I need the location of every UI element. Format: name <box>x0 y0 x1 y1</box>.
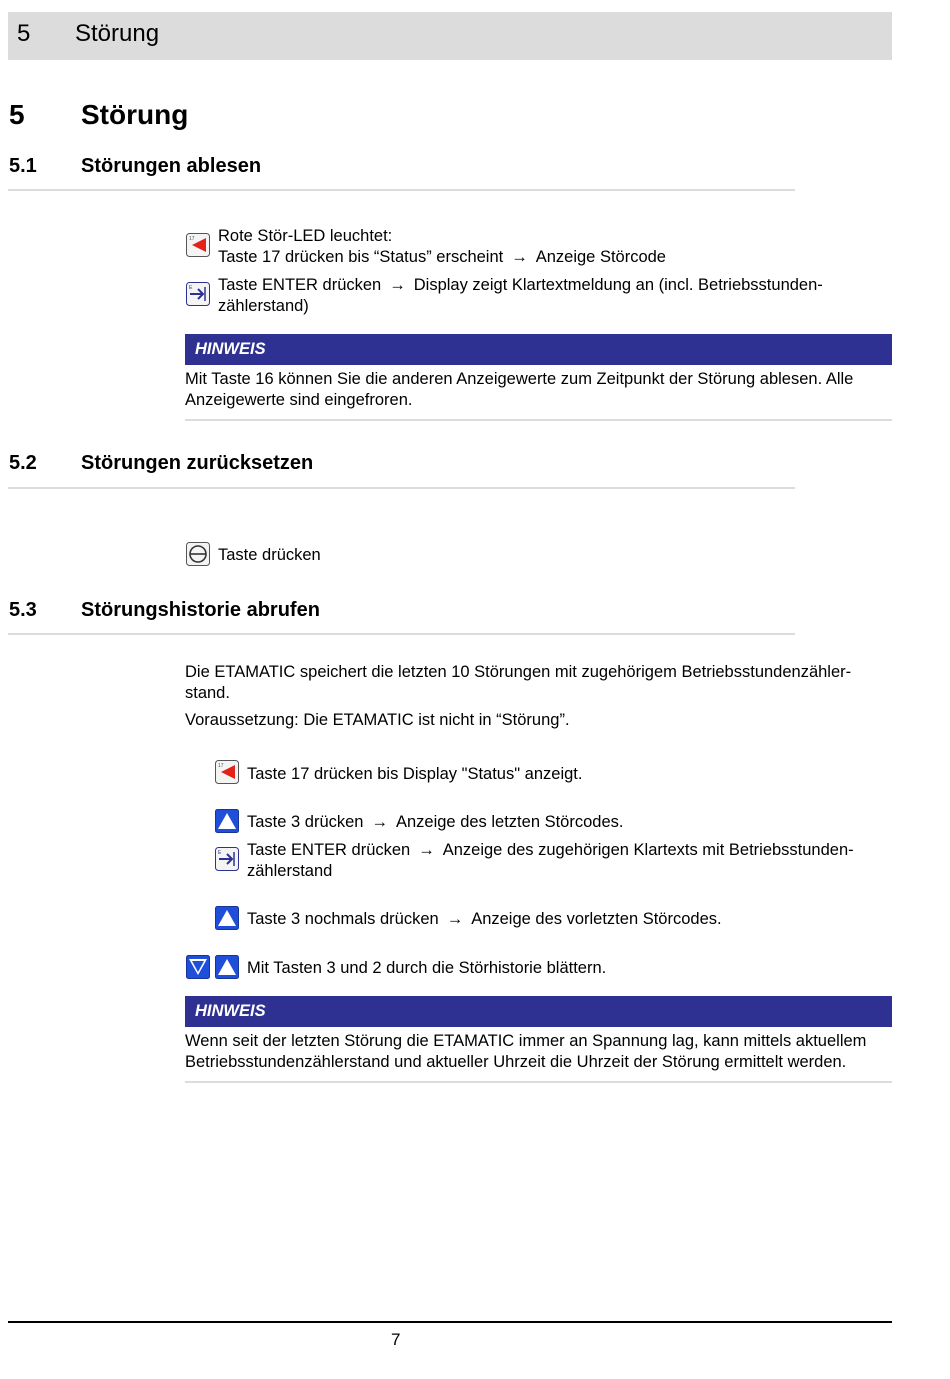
svg-text:E: E <box>218 850 222 856</box>
note-text: Anzeigewerte sind eingefroren. <box>185 391 413 409</box>
note-header: HINWEIS <box>185 996 892 1027</box>
step-text: Taste 3 nochmals drücken → Anzeige des vorletzten Störcodes. <box>247 910 722 928</box>
step-text: Rote Stör-LED leuchtet: <box>218 227 393 245</box>
step-text: Taste drücken <box>218 546 321 564</box>
section-5-2-number: 5.2 <box>9 452 37 474</box>
page-number: 7 <box>391 1330 401 1349</box>
note-divider <box>185 419 892 421</box>
svg-text:17: 17 <box>189 236 195 242</box>
chapter-number: 5 <box>9 99 25 130</box>
svg-text:E: E <box>189 285 193 291</box>
step-text: Taste 17 drücken bis “Status” erscheint → Anzeige Störcode <box>218 248 666 266</box>
note-divider <box>185 1081 892 1083</box>
section-5-2-title: Störungen zurücksetzen <box>81 452 314 474</box>
reset-key-icon <box>186 542 210 566</box>
section-divider <box>8 189 795 191</box>
step-text: Taste 3 drücken → Anzeige des letzten Störcodes. <box>247 813 624 831</box>
key-3-up-icon <box>215 906 239 930</box>
key-2-down-icon <box>186 955 210 979</box>
body-text: stand. <box>185 684 230 702</box>
enter-key-icon <box>215 847 239 871</box>
section-5-1-number: 5.1 <box>9 155 37 177</box>
header-chapter-title: Störung <box>75 20 160 47</box>
key-3-up-icon <box>215 809 239 833</box>
note-text: Betriebsstundenzählerstand und aktueller Uhrzeit die Uhrzeit der Störung ermittelt werden. <box>185 1053 847 1071</box>
section-divider <box>8 633 795 635</box>
chapter-title: Störung <box>81 99 189 130</box>
section-5-3-title: Störungshistorie abrufen <box>81 599 320 621</box>
note-header: HINWEIS <box>185 334 892 365</box>
note-text: Wenn seit der letzten Störung die ETAMATIC immer an Spannung lag, kann mittels aktuellem <box>185 1032 867 1050</box>
key-17-fault-icon <box>186 233 210 257</box>
footer-rule <box>8 1321 892 1323</box>
key-17-fault-icon <box>215 760 239 784</box>
step-text: Taste ENTER drücken → Anzeige des zugehörigen Klartexts mit Betriebsstunden- <box>247 841 854 859</box>
enter-key-icon <box>186 282 210 306</box>
step-text: zählerstand <box>247 862 333 880</box>
section-5-1-title: Störungen ablesen <box>81 155 262 177</box>
section-divider <box>8 487 795 489</box>
step-text: zählerstand) <box>218 297 309 315</box>
step-text: Mit Tasten 3 und 2 durch die Störhistorie blättern. <box>247 959 607 977</box>
step-text: Taste 17 drücken bis Display "Status" anzeigt. <box>247 765 583 783</box>
step-text: Taste ENTER drücken → Display zeigt Klartextmeldung an (incl. Betriebsstunden- <box>218 276 823 294</box>
svg-text:17: 17 <box>218 763 224 769</box>
body-text: Voraussetzung: Die ETAMATIC ist nicht in “Störung”. <box>185 711 570 729</box>
section-5-3-number: 5.3 <box>9 599 37 621</box>
body-text: Die ETAMATIC speichert die letzten 10 Störungen mit zugehörigem Betriebsstundenzähler- <box>185 663 852 681</box>
note-text: Mit Taste 16 können Sie die anderen Anzeigewerte zum Zeitpunkt der Störung ablesen. Alle <box>185 370 854 388</box>
key-3-up-icon <box>215 955 239 979</box>
header-chapter-number: 5 <box>17 20 31 47</box>
